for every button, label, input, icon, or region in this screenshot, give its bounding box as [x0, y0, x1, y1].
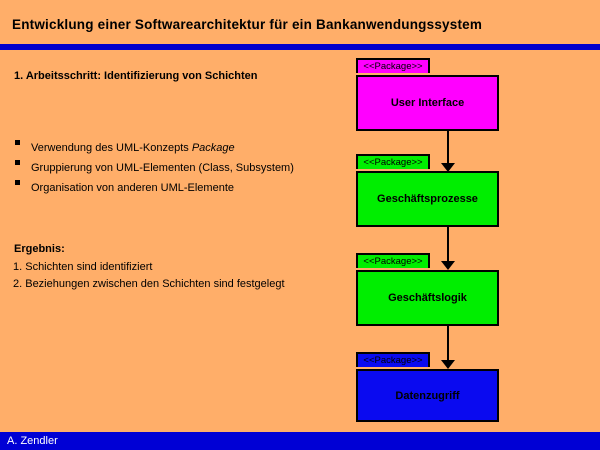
- arrow-line: [447, 227, 449, 261]
- results-heading: Ergebnis:: [14, 243, 65, 255]
- bullet-text-emphasis: Package: [191, 142, 235, 154]
- footer-bar: [0, 432, 600, 450]
- bullet-text: Organisation von anderen UML-Elemente: [31, 182, 235, 194]
- package-stereotype: <<Package>>: [363, 355, 423, 366]
- title-divider-line: [0, 44, 600, 50]
- package-tab: [356, 253, 430, 268]
- list-item: [15, 178, 294, 198]
- dependency-arrow: [441, 227, 455, 270]
- package-body: [356, 270, 499, 326]
- work-step-heading: 1. Arbeitsschritt: Identifizierung von Schichten: [14, 70, 258, 82]
- list-item: [15, 138, 294, 158]
- package-name: Geschäftsprozesse: [377, 193, 478, 205]
- dependency-arrow: [441, 326, 455, 369]
- result-item: 2. Beziehungen zwischen den Schichten sind festgelegt: [13, 278, 285, 290]
- arrow-head-down-icon: [441, 360, 455, 369]
- package-stereotype: <<Package>>: [363, 61, 423, 72]
- bullet-text: Gruppierung von UML-Elementen (Class, Subsystem): [31, 162, 294, 174]
- package-body: [356, 171, 499, 227]
- author-name: A. Zendler: [7, 435, 58, 447]
- results-list: [13, 259, 285, 293]
- bullet-square-icon: [15, 160, 20, 165]
- list-item: [15, 158, 294, 178]
- dependency-arrow: [441, 131, 455, 172]
- bullet-square-icon: [15, 140, 20, 145]
- bullet-square-icon: [15, 180, 20, 185]
- package-body: [356, 369, 499, 422]
- package-tab: [356, 58, 430, 73]
- package-stereotype: <<Package>>: [363, 157, 423, 168]
- arrow-line: [447, 131, 449, 163]
- bullet-list: [15, 138, 294, 198]
- result-item: 1. Schichten sind identifiziert: [13, 261, 153, 273]
- package-tab: [356, 352, 430, 367]
- package-tab: [356, 154, 430, 169]
- package-stereotype: <<Package>>: [363, 256, 423, 267]
- arrow-head-down-icon: [441, 261, 455, 270]
- arrow-line: [447, 326, 449, 360]
- package-name: Geschäftslogik: [388, 292, 467, 304]
- package-name: User Interface: [390, 97, 465, 109]
- slide-title: Entwicklung einer Softwarearchitektur für ein Bankanwendungssystem: [12, 17, 483, 32]
- package-body: [356, 75, 499, 131]
- package-name: Datenzugriff: [395, 389, 460, 402]
- bullet-text: Verwendung des UML-Konzepts: [31, 142, 192, 154]
